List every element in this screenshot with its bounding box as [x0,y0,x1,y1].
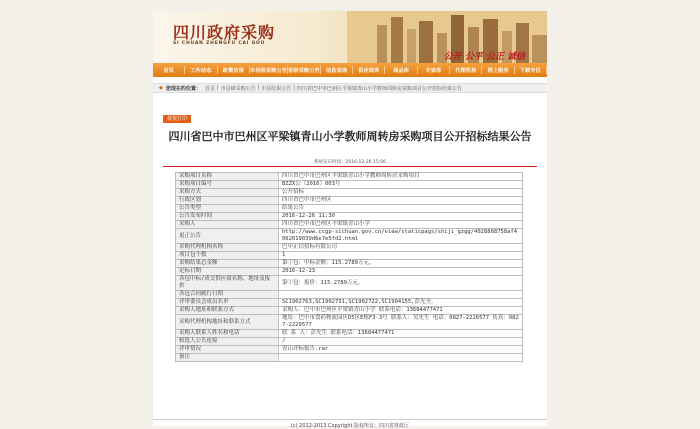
main-nav [153,63,547,77]
nav-item-news[interactable]: 工作动态 [185,66,217,74]
field-label: 评审委员会成员名单 [176,299,279,307]
site-footer: (c) 2012-2013 Copyright 版权所有：四川省财政厅 [153,419,547,429]
site-slogan: 公开 公平 公正 诚信 [443,52,525,62]
field-label: 行政区划 [176,197,279,205]
breadcrumb [153,83,547,93]
breadcrumb-separator: | [257,85,260,91]
nav-item-suppliers[interactable]: 供应商库 [353,66,385,74]
field-value: / [279,338,523,346]
field-label: 采购代理机构名称 [176,244,279,252]
nav-item-agencies[interactable]: 代理机构 [450,66,482,74]
table-row [176,205,523,213]
breadcrumb-link-city-results[interactable]: 市县结果公告 [261,85,292,92]
nav-item-online-service[interactable]: 网上服务 [482,66,514,74]
field-label: 采购项目名称 [176,173,279,181]
nav-item-province-notices[interactable]: 省级采购公告 [288,68,320,74]
field-value: 四川省巴中市巴州区平梁镇青山小学 [279,221,523,229]
nav-item-search[interactable]: 信息查询 [321,66,353,74]
field-value: 结果公告 [279,205,523,213]
field-value: 2016-12-26 11:30 [279,213,523,221]
table-row [176,181,523,189]
table-row [176,354,523,362]
location-pin-icon: ◆ [159,85,163,91]
table-row [176,299,523,307]
table-row [176,189,523,197]
table-row [176,197,523,205]
table-row [176,330,523,338]
table-row [176,173,523,181]
field-label: 公告发布时间 [176,213,279,221]
breadcrumb-current: 四川省巴中市巴州区平梁镇青山小学教师周转房采购项目公开招标结果公告 [296,85,462,92]
nav-item-experts[interactable]: 专家库 [418,66,450,74]
evaluation-report-attachment-link[interactable]: 青山评标报告.rar [279,346,523,354]
field-label: 定标日期 [176,268,279,276]
field-value: 地址：巴中市食药物流园区D5区E栋F3-3号 联系人：吴先生 电话：0827-2226577 传真：0827-2229577 [279,315,523,330]
field-value: SC1902763,SC1902731,SC1902722,SC1904155,彭光全。 [279,299,523,307]
field-value: 第①包：中标金额：115.2789万元。 [279,260,523,268]
field-label: 公告类型 [176,205,279,213]
field-label: 候选人公告连接 [176,338,279,346]
page-title: 四川省巴中市巴州区平梁镇青山小学教师周转房采购项目公开招标结果公告 [168,130,532,143]
breadcrumb-separator: | [216,85,219,91]
field-value: 巴中正信招标有限公司 [279,244,523,252]
field-value: 四川省巴中市巴州区平梁镇青山小学教师周转房采购项目 [279,173,523,181]
table-row [176,213,523,221]
table-row [176,346,523,354]
field-value [279,291,523,299]
print-button[interactable]: 我要打印 [163,115,191,123]
field-label: 采购项目编号 [176,181,279,189]
site-logo-title: 四川政府采购 [173,23,276,42]
field-label: 采购结果总金额 [176,260,279,268]
field-label: 采购人地址和联系方式 [176,307,279,315]
nav-item-city-notices[interactable]: 市县级采购公告 [249,68,288,74]
table-row [176,244,523,252]
breadcrumb-link-home[interactable]: 首页 [204,85,215,92]
title-divider [163,166,537,167]
field-value: 2016-12-23 [279,268,523,276]
page-wrapper [153,11,547,429]
field-label: 备注 [176,354,279,362]
site-logo-subtitle: SI CHUAN ZHENGFU CAI GOU [173,41,266,46]
field-label: 采购人 [176,221,279,229]
table-row [176,315,523,330]
post-time: 系统发布时间：2016-12-26 15:06 [313,160,387,165]
table-row [176,221,523,229]
table-row [176,291,523,299]
table-row [176,276,523,291]
nav-item-policy[interactable]: 政策法规 [218,66,250,74]
table-row [176,252,523,260]
table-row [176,338,523,346]
nav-item-products[interactable]: 商品库 [385,66,417,74]
nav-item-home[interactable]: 首页 [153,66,185,74]
notice-detail-table [175,172,523,362]
field-value [279,354,523,362]
table-row [176,260,523,268]
breadcrumb-separator: | [293,85,295,91]
field-value: 第①包：报价：115.2789万元。 [279,276,523,291]
field-label: 采购人联系人姓名和电话 [176,330,279,338]
field-label: 各包中标/成交供应商名称、地址及报价 [176,276,279,291]
field-label: 各包合同履行日期 [176,291,279,299]
field-value: 公开招标 [279,189,523,197]
breadcrumb-link-city-notices[interactable]: 市县级采购公告 [220,85,256,92]
field-value: 采购人：巴中市巴州区平梁镇青山小学 联系电话：13684477471 [279,307,523,315]
field-label: 更正公告 [176,229,279,244]
table-row [176,307,523,315]
field-label: 采购方式 [176,189,279,197]
field-value: BZZX公（2016）003号 [279,181,523,189]
field-value: 四川省巴中市巴州区 [279,197,523,205]
field-value: 1 [279,252,523,260]
nav-item-downloads[interactable]: 下载专区 [515,66,547,74]
field-label: 项目包个数 [176,252,279,260]
breadcrumb-lead: 您现在的位置： [165,85,201,92]
correction-notice-link[interactable]: http://www.ccgp-sichuan.gov.cn/view/staticpags/shiji_gzgg/4028868758af4062019039d6e7e5fd2.html [279,229,523,244]
field-label: 采购代理机构地址和联系方式 [176,315,279,330]
field-value: 联 系 人：彭先生 联系电话：13684477471 [279,330,523,338]
table-row [176,268,523,276]
site-banner [153,11,547,63]
field-label: 评审情况 [176,346,279,354]
table-row [176,229,523,244]
